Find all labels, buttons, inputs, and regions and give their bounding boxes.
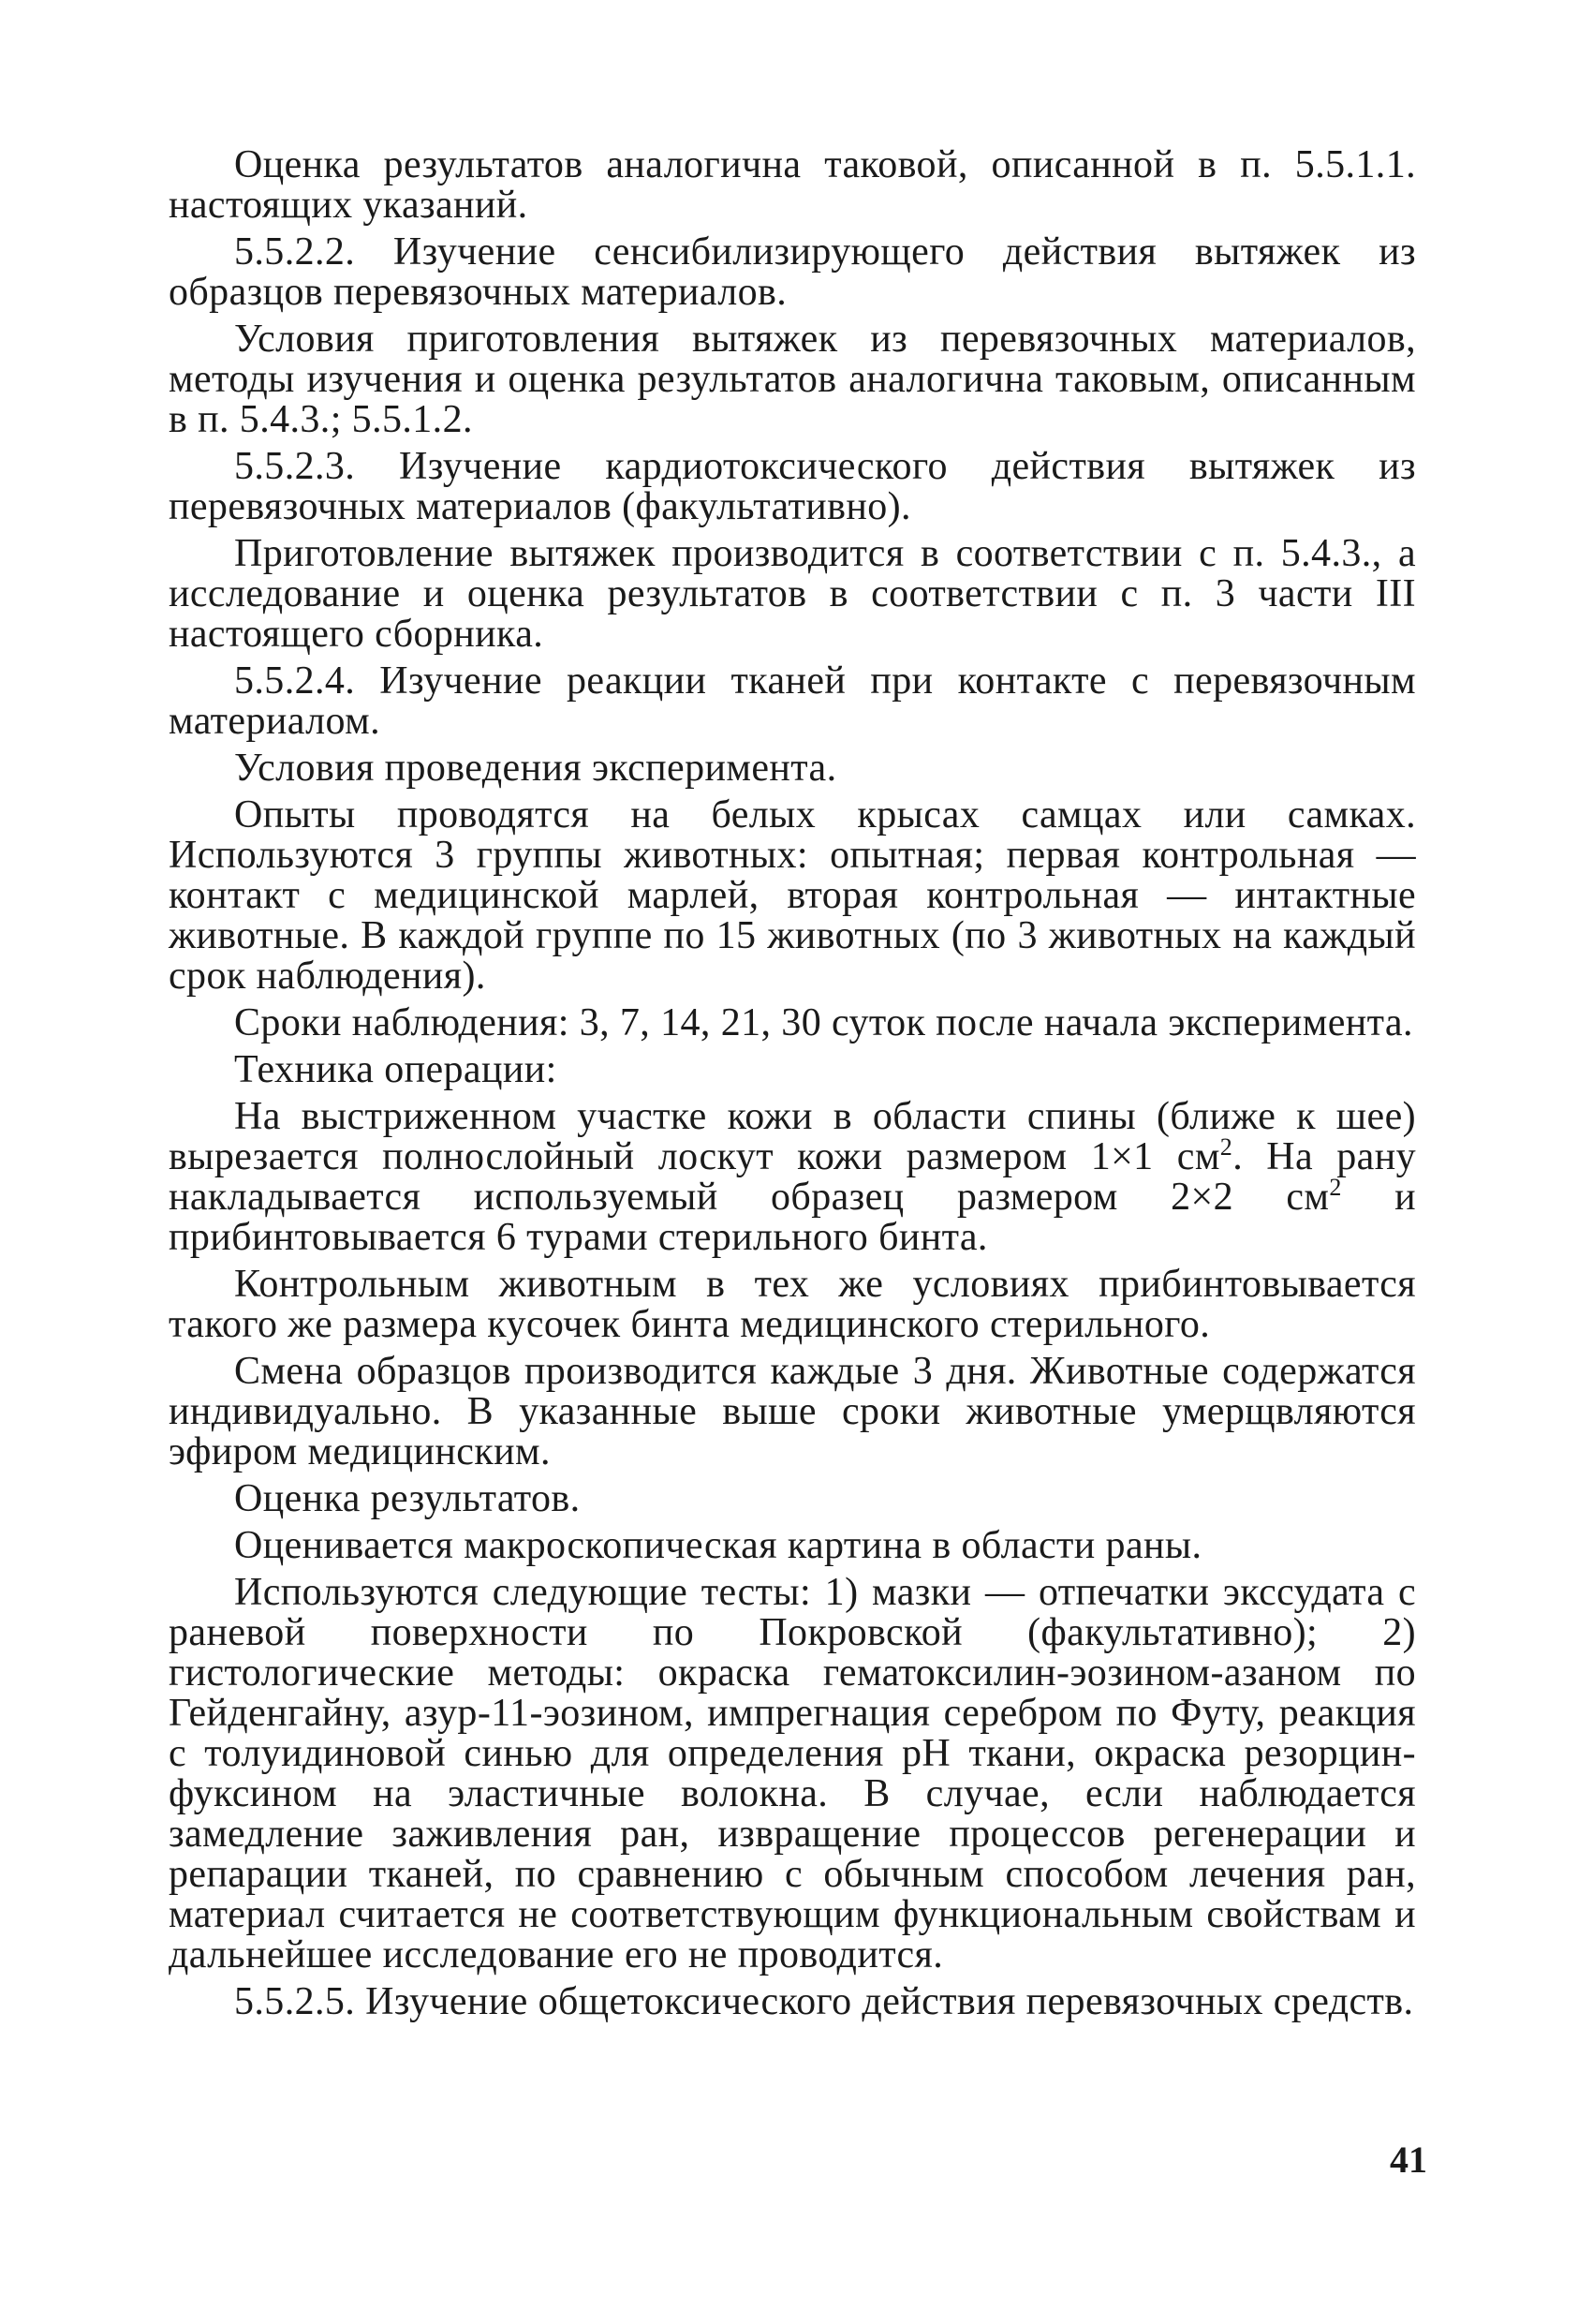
paragraph-operation-technique <box>169 1097 1416 1258</box>
section-heading-5-5-2-5: 5.5.2.5. Изучение общетоксического действия перевязочных средств. <box>234 1980 1414 2023</box>
page-number: 41 <box>1390 2139 1427 2181</box>
section-heading-5-5-2-3: 5.5.2.3. Изучение кардиотоксического действия вытяжек из перевязочных материалов (факультативно). <box>169 445 1416 528</box>
superscript-squared: 2 <box>1329 1174 1342 1201</box>
paragraph-experiment-conditions: Условия проведения эксперимента. <box>234 747 837 790</box>
document-page <box>169 145 1416 2029</box>
paragraph-control-animals: Контрольным животным в тех же условиях прибинтовывается такого же размера кусочек бинта медицинского стерильного. <box>169 1263 1416 1346</box>
paragraph-results-evaluation-label: Оценка результатов. <box>234 1477 581 1520</box>
paragraph-operation-technique-label: Техника операции: <box>234 1048 557 1091</box>
operation-text-part-1: На выстриженном участке кожи в области спины (ближе к шее) вырезается полнослойный лоскут кожи размером 1×1 см <box>169 1095 1416 1178</box>
operation-text-part-2: . На рану накладывается используемый образец размером 2×2 см <box>169 1135 1416 1219</box>
section-heading-5-5-2-4: 5.5.2.4. Изучение реакции тканей при контакте с перевязочным материалом. <box>169 659 1416 743</box>
paragraph-tests-used: Используются следующие тесты: 1) мазки — отпечатки экссудата с раневой поверхности по Покровской (факультативно); 2) гистологические методы: окраска гематоксилин-эозином-азаном по Гейденгайну, азур-11-эозином, импрегнация серебром по Футу, реакция с толуидиновой синью для определения pH ткани, окраска резорцин-фуксином на эластичные волокна. В случае, если наблюдается замедление заживления ран, извращение процессов регенерации и репарации тканей, по сравнению с обычным способом лечения ран, материал считается не соответствующим функциональным свойствам и дальнейшее исследование его не проводится. <box>169 1571 1416 1976</box>
paragraph-macroscopic-picture: Оценивается макроскопическая картина в области раны. <box>234 1524 1202 1567</box>
section-heading-5-5-2-2: 5.5.2.2. Изучение сенсибилизирующего действия вытяжек из образцов перевязочных материалов. <box>169 230 1416 314</box>
paragraph-observation-periods: Сроки наблюдения: 3, 7, 14, 21, 30 суток после начала эксперимента. <box>234 1001 1413 1044</box>
superscript-squared: 2 <box>1219 1133 1233 1161</box>
paragraph-experiment-groups: Опыты проводятся на белых крысах самцах или самках. Используются 3 группы животных: опытная; первая контрольная — контакт с медицинской марлей, вторая контрольная — интактные животные. В каждой группе по 15 животных (по 3 животных на каждый срок наблюдения). <box>169 793 1416 998</box>
paragraph-extract-preparation: Приготовление вытяжек производится в соответствии с п. 5.4.3., а исследование и оценка результатов в соответствии с п. 3 части III настоящего сборника. <box>169 532 1416 656</box>
paragraph-sample-change: Смена образцов производится каждые 3 дня. Животные содержатся индивидуально. В указанные выше сроки животные умерщвляются эфиром медицинским. <box>169 1350 1416 1473</box>
paragraph-results-analogous: Оценка результатов аналогична таковой, описанной в п. 5.5.1.1. настоящих указаний. <box>169 143 1416 227</box>
operation-text-part-3: и прибинтовывается 6 турами стерильного бинта. <box>169 1176 1416 1259</box>
paragraph-extract-conditions: Условия приготовления вытяжек из перевязочных материалов, методы изучения и оценка результатов аналогична таковым, описанным в п. 5.4.3.; 5.5.1.2. <box>169 318 1416 441</box>
